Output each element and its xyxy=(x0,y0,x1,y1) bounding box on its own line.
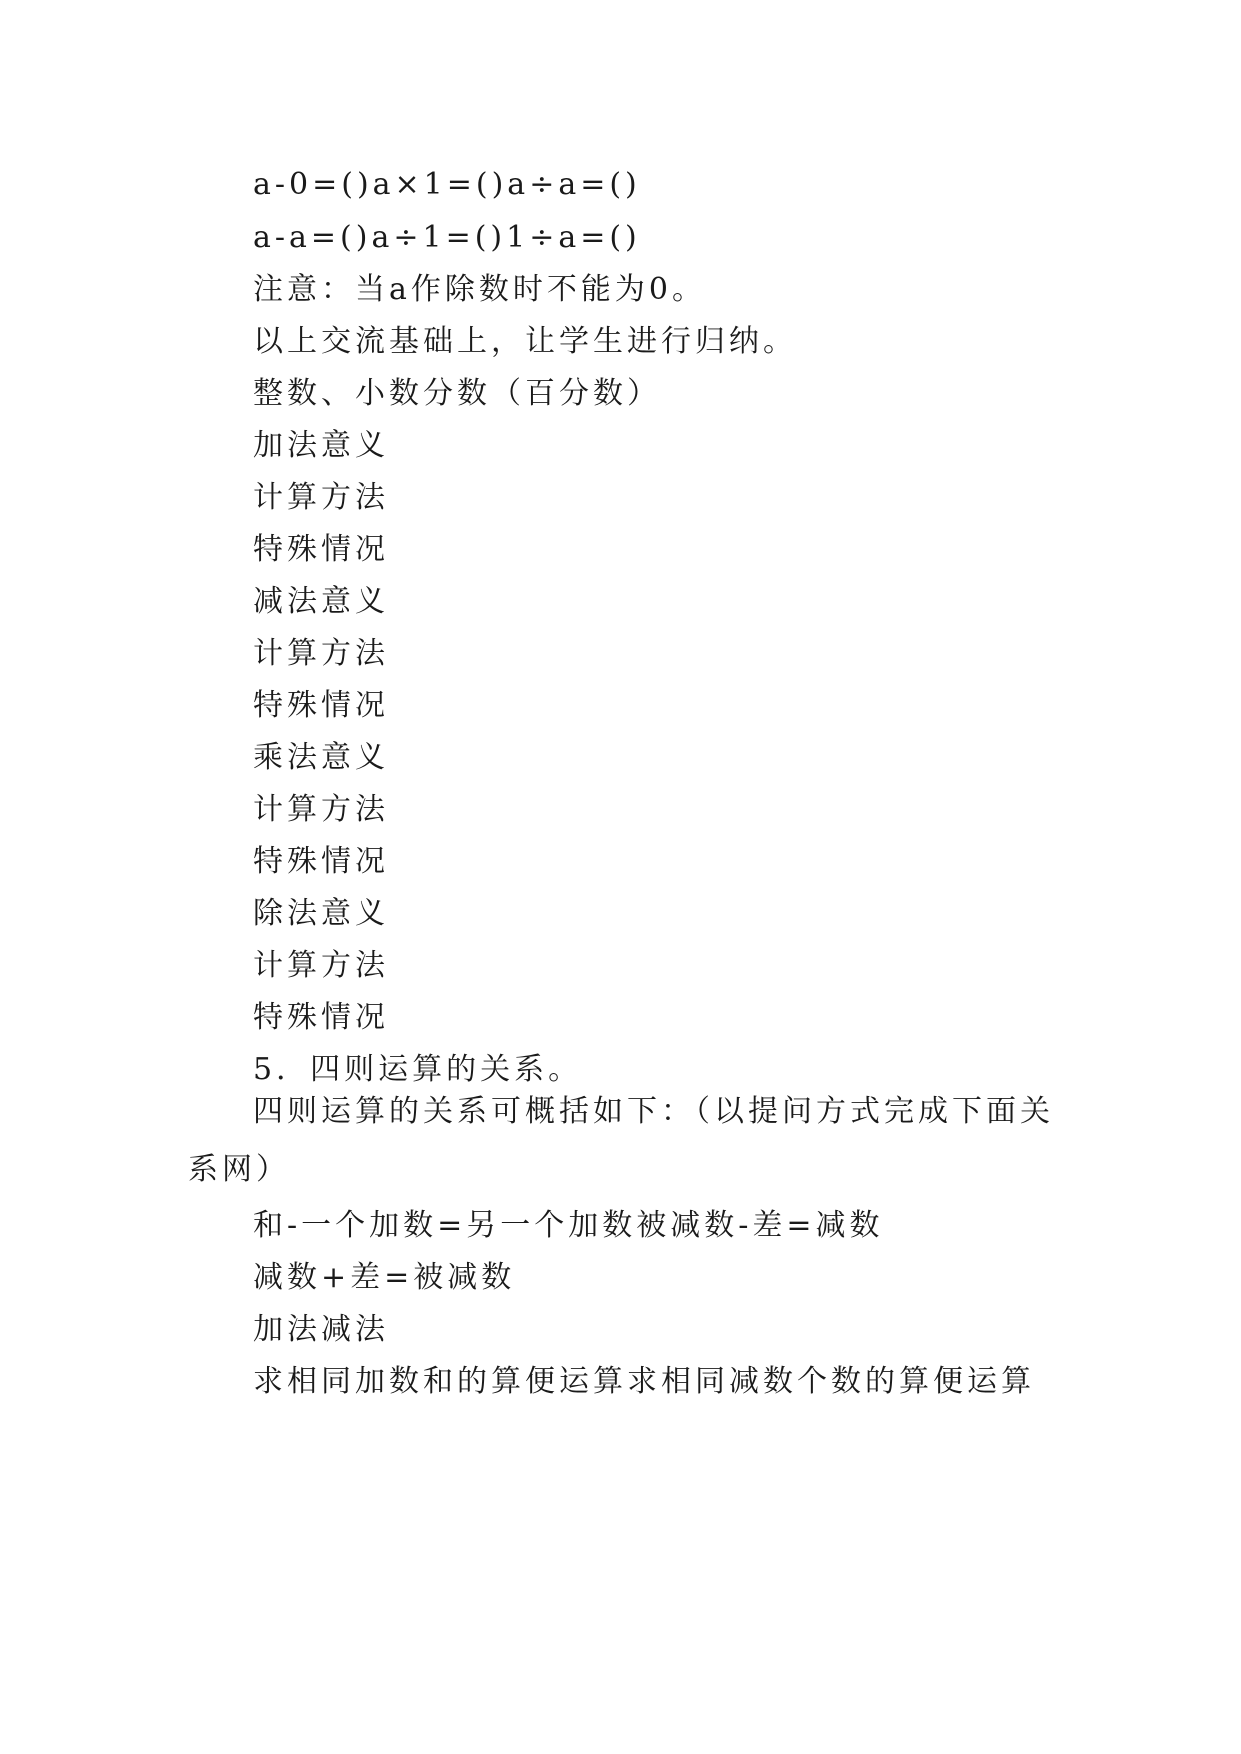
text-line: 加法意义 xyxy=(253,428,389,463)
text-line: 特殊情况 xyxy=(253,844,389,879)
text-line: 减法意义 xyxy=(253,584,389,619)
text-line: 计算方法 xyxy=(253,792,389,827)
text-line: 整数、小数分数（百分数） xyxy=(253,376,661,411)
text-line: a-a=()a÷1=()1÷a=() xyxy=(253,220,641,255)
text-line: 求相同加数和的算便运算求相同减数个数的算便运算 xyxy=(253,1364,1035,1399)
text-line: 加法减法 xyxy=(253,1312,389,1347)
text-line: 除法意义 xyxy=(253,896,389,931)
body-paragraph: 四则运算的关系可概括如下：（以提问方式完成下面关系网） xyxy=(188,1094,1054,1187)
text-line: 和-一个加数=另一个加数被减数-差=减数 xyxy=(253,1208,884,1243)
text-line: 减数+差=被减数 xyxy=(253,1260,516,1295)
text-line: 乘法意义 xyxy=(253,740,389,775)
text-line: 特殊情况 xyxy=(253,688,389,723)
text-line: 特殊情况 xyxy=(253,1000,389,1035)
text-line: 以上交流基础上，让学生进行归纳。 xyxy=(253,324,797,359)
text-line: 注意：当a作除数时不能为0。 xyxy=(253,272,706,307)
section-heading: 5．四则运算的关系。 xyxy=(253,1052,583,1087)
text-line: 计算方法 xyxy=(253,636,389,671)
text-line: a-0=()a×1=()a÷a=() xyxy=(253,167,641,202)
text-line: 计算方法 xyxy=(253,480,389,515)
text-line: 特殊情况 xyxy=(253,532,389,567)
text-line: 计算方法 xyxy=(253,948,389,983)
